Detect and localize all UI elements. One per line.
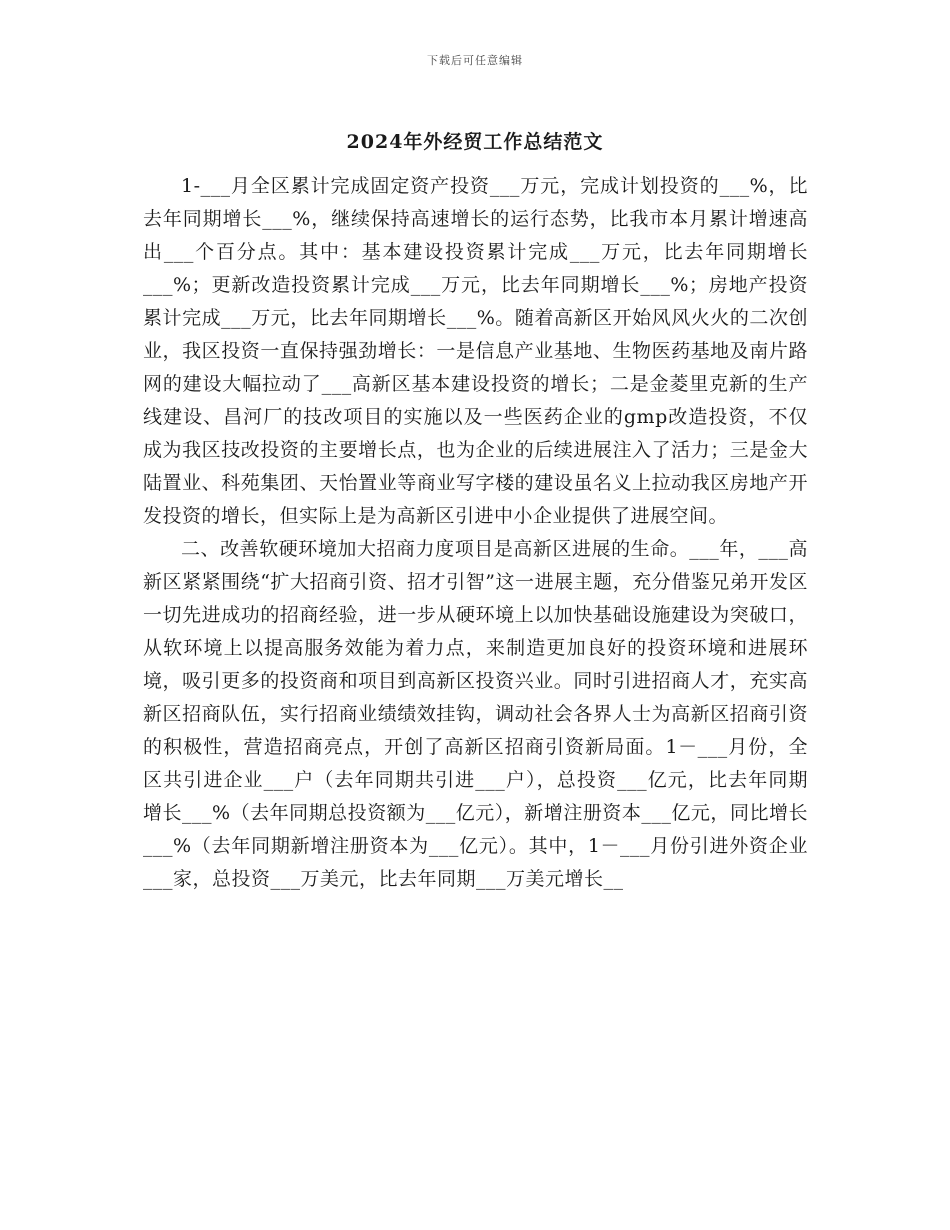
page-header-note: 下载后可任意编辑 bbox=[427, 54, 523, 67]
document-title: 2024年外经贸工作总结范文 bbox=[346, 131, 604, 153]
paragraph-investment-summary: 1-___月全区累计完成固定资产投资___万元，完成计划投资的___%，比去年同期增长___%，继续保持高速增长的运行态势，比我市本月累计增速高出___个百分点。其中：基本建设投资累计完成___万元，比去年同期增长___%；更新改造投资累计完成___万元，比去年同期增长___%；房地产投资累计完成___万元，比去年同期增长___%。随着高新区开始风风火火的二次创业，我区投资一直保持强劲增长：一是信息产业基地、生物医药基地及南片路网的建设大幅拉动了___高新区基本建设投资的增长；二是金菱里克新的生产线建设、昌河厂的技改项目的实施以及一些医药企业的gmp改造投资，不仅成为我区技改投资的主要增长点，也为企业的后续进展注入了活力；三是金大陆置业、科苑集团、天怡置业等商业写字楼的建设虽名义上拉动我区房地产开发投资的增长，但实际上是为高新区引进中小企业提供了进展空间。 bbox=[143, 175, 808, 527]
paragraph-investment-environment: 二、改善软硬环境加大招商力度项目是高新区进展的生命。___年，___高新区紧紧围绕“扩大招商引资、招才引智”这一进展主题，充分借鉴兄弟开发区一切先进成功的招商经验，进一步从硬环境上以加快基础设施建设为突破口，从软环境上以提高服务效能为着力点，来制造更加良好的投资环境和进展环境，吸引更多的投资商和项目到高新区投资兴业。同时引进招商人才，充实高新区招商队伍，实行招商业绩绩效挂钩，调动社会各界人士为高新区招商引资的积极性，营造招商亮点，开创了高新区招商引资新局面。1－___月份，全区共引进企业___户（去年同期共引进___户），总投资___亿元，比去年同期增长___%（去年同期总投资额为___亿元），新增注册资本___亿元，同比增长___%（去年同期新增注册资本为___亿元）。其中，1－___月份引进外资企业___家，总投资___万美元，比去年同期___万美元增长__ bbox=[143, 538, 808, 890]
document-body bbox=[143, 170, 808, 896]
